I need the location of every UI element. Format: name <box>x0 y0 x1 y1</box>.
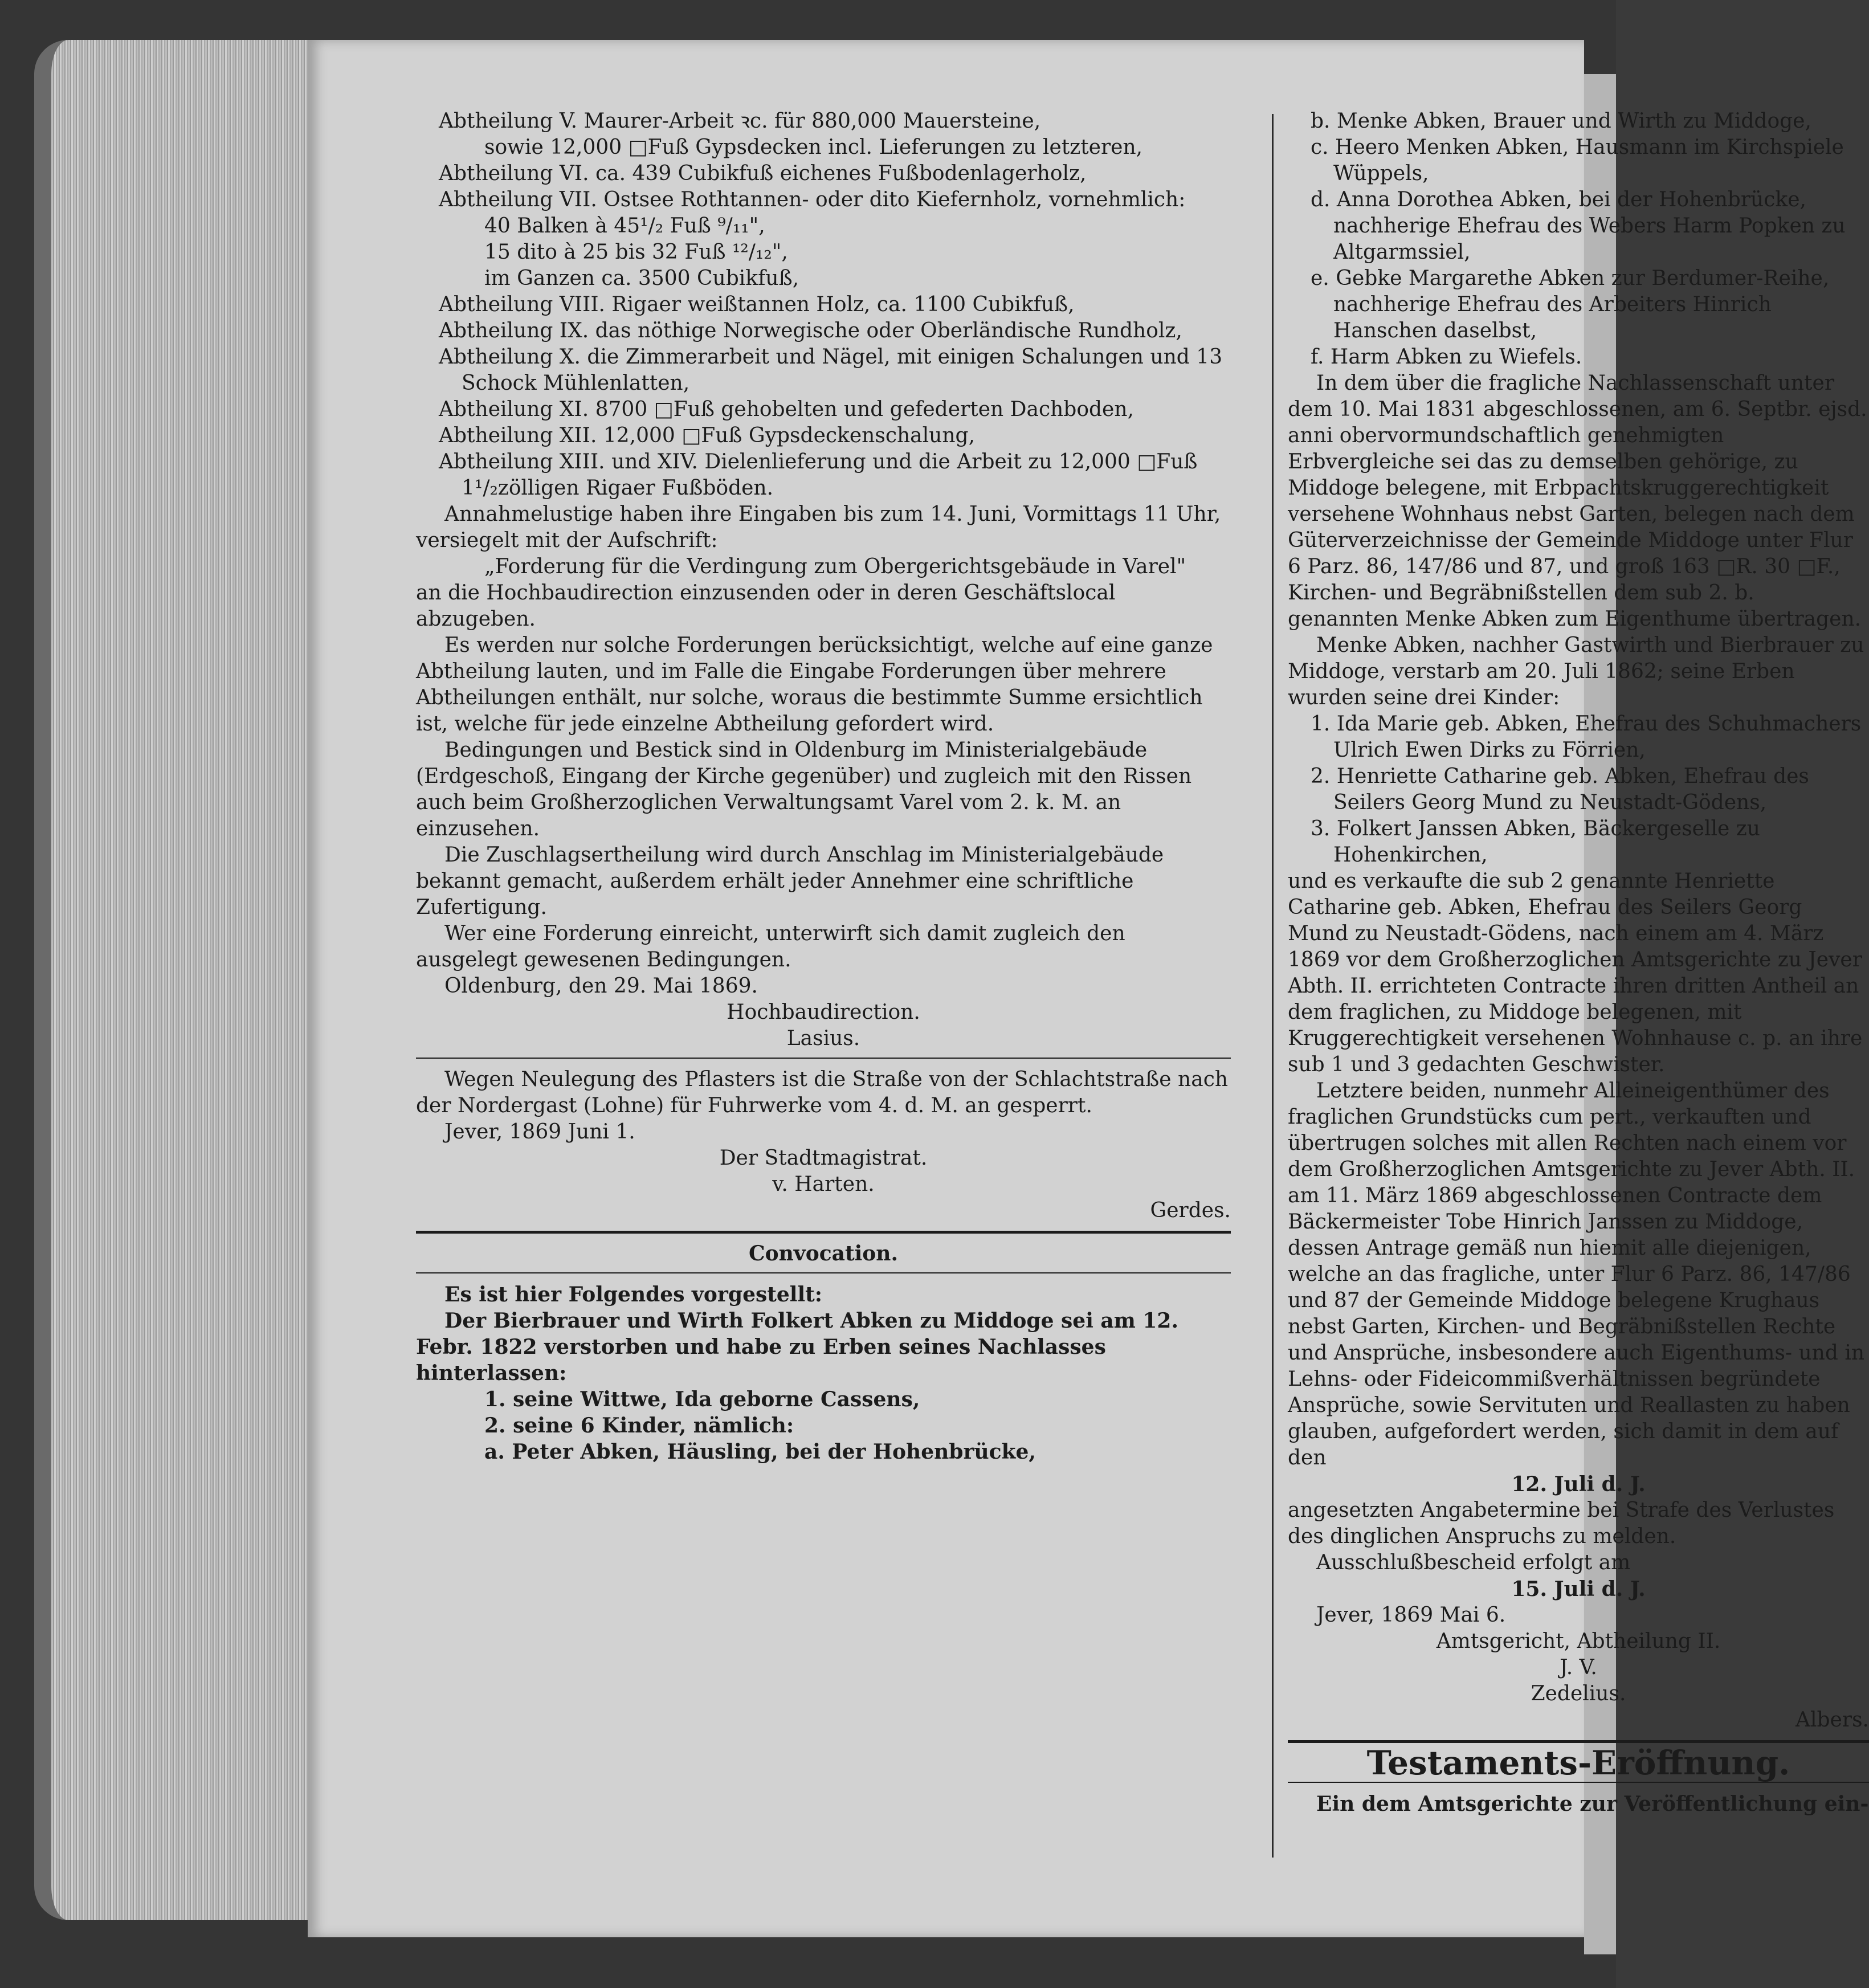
heir-line: d. Anna Dorothea Abken, bei der Hohenbrücke, nachherige Ehefrau des Webers Harm Popken zu Altgarmssiel, <box>1311 188 1846 264</box>
tender-line: Abtheilung X. die Zimmerarbeit und Nägel, mit einigen Schalungen und 13 Schock Mühlenlatten, <box>439 345 1223 395</box>
testament-text: Ein dem Amtsgerichte zur Veröffentlichung ein- <box>1316 1792 1869 1816</box>
tender-line: 15 dito à 25 bis 32 Fuß ¹²/₁₂", <box>484 240 788 264</box>
tender-line: 40 Balken à 45¹/₂ Fuß ⁹/₁₁", <box>484 214 765 238</box>
child-line: 2. Henriette Catharine geb. Abken, Ehefrau des Seilers Georg Mund zu Neustadt-Gödens, <box>1311 765 1809 814</box>
tender-line: Abtheilung XI. 8700 □Fuß gehobelten und gefederten Dachboden, <box>439 398 1134 421</box>
paving-signature-1: v. Harten. <box>772 1173 875 1196</box>
tender-list <box>416 108 1231 501</box>
tender-line: Abtheilung V. Maurer-Arbeit ꝛc. für 880,000 Mauersteine, <box>439 109 1041 133</box>
court-name: Amtsgericht, Abtheilung II. <box>1436 1630 1721 1653</box>
tender-line: Abtheilung VII. Ostsee Rothtannen- oder dito Kiefernholz, vornehmlich: <box>439 188 1186 211</box>
signature-1: Zedelius. <box>1531 1682 1626 1705</box>
heir-line: c. Heero Menken Abken, Hausmann im Kirchspiele Wüppels, <box>1311 136 1844 185</box>
submit-paragraph: Wer eine Forderung einreicht, unterwirft sich damit zugleich den ausgelegt gewesenen Bedingungen. <box>416 922 1125 971</box>
convocation-text: Der Bierbrauer und Wirth Folkert Abken zu Middoge sei am 12. Febr. 1822 verstorben und habe zu Erben seines Nachlasses hinterlassen: <box>416 1309 1178 1385</box>
paragraph-3: und es verkaufte die sub 2 genannte Henriette Catharine geb. Abken, Ehefrau des Seilers Georg Mund zu Neustadt-Gödens, nach einem am 4. März 1869 vor dem Großherzoglichen Amtsgerichte zu Jever Abth. II. errichteten Contracte ihren dritten Antheil an dem fraglichen, zu Middoge belegenen, mit Kruggerechtigkeit versehenen Wohnhause c. p. an ihre sub 1 und 3 gedachten Geschwister. <box>1288 870 1863 1076</box>
submission-text-2: an die Hochbaudirection einzusenden oder in deren Geschäftslocal abzugeben. <box>416 581 1116 631</box>
submission-text: Annahmelustige haben ihre Eingaben bis zum 14. Juni, Vormittags 11 Uhr, versiegelt mit der Aufschrift: <box>416 503 1221 552</box>
heir-line: 2. seine 6 Kinder, nämlich: <box>484 1414 794 1438</box>
tender-line: Abtheilung VIII. Rigaer weißtannen Holz, ca. 1100 Cubikfuß, <box>439 293 1075 316</box>
term-date-2: 15. Juli d. J. <box>1511 1577 1646 1601</box>
exclusion-notice: Ausschlußbescheid erfolgt am <box>1316 1551 1631 1574</box>
tender-line: Abtheilung VI. ca. 439 Cubikfuß eichenes Fußbodenlagerholz, <box>439 162 1087 185</box>
heir-line: 1. seine Wittwe, Ida geborne Cassens, <box>484 1387 920 1411</box>
viewing-paragraph: Bedingungen und Bestick sind in Oldenburg im Ministerialgebäude (Erdgeschoß, Eingang der Kirche gegenüber) und zugleich mit den Rissen auch beim Großherzoglichen Verwaltungsamt Varel vom 2. k. M. an einzusehen. <box>416 738 1192 840</box>
tender-line: sowie 12,000 □Fuß Gypsdecken incl. Lieferungen zu letzteren, <box>484 136 1143 159</box>
paving-signature-2: Gerdes. <box>1150 1199 1231 1222</box>
child-line: 3. Folkert Janssen Abken, Bäckergeselle zu Hohenkirchen, <box>1311 817 1760 867</box>
inscription: „Forderung für die Verdingung zum Obergerichtsgebäude in Varel" <box>484 555 1186 578</box>
place-date: Oldenburg, den 29. Mai 1869. <box>444 974 758 998</box>
place-date: Jever, 1869 Mai 6. <box>1316 1603 1506 1627</box>
term-date-1: 12. Juli d. J. <box>1511 1472 1646 1496</box>
left-column <box>416 108 1231 1465</box>
tender-line: im Ganzen ca. 3500 Cubikfuß, <box>484 267 799 290</box>
signature: Lasius. <box>786 1027 860 1050</box>
heir-line: f. Harm Abken zu Wiefels. <box>1311 345 1582 369</box>
paragraph-4: Letztere beiden, nunmehr Alleineigenthümer des fraglichen Grundstücks cum pert., verkauften und übertrugen solches mit allen Rechten nach einem vor dem Großherzoglichen Amtsgerichte zu Jever Abth. II. am 11. März 1869 abgeschlossenen Contracte dem Bäckermeister Tobe Hinrich Janssen zu Middoge, dessen Antrage gemäß nun hiemit alle diejenigen, welche an das fragliche, unter Flur 6 Parz. 86, 147/86 und 87 der Gemeinde Middoge belegene Krughaus nebst Garten, Kirchen- und Begräbnißstellen Rechte und Ansprüche, insbesondere auch Eigenthums- und in Lehns- oder Fideicommißverhältnissen begründete Ansprüche, sowie Servituten und Reallasten zu haben glauben, aufgefordert werden, sich damit in dem auf den <box>1288 1079 1865 1469</box>
authority: Hochbaudirection. <box>727 1001 920 1024</box>
in-representation: J. V. <box>1560 1656 1597 1679</box>
award-paragraph: Die Zuschlagsertheilung wird durch Anschlag im Ministerialgebäude bekannt gemacht, außerdem erhält jeder Annehmer eine schriftliche Zufertigung. <box>416 843 1164 919</box>
paragraph-1: In dem über die fragliche Nachlassenschaft unter dem 10. Mai 1831 abgeschlossenen, am 6. Septbr. ejsd. anni obervormundschaftlich genehmigten Erbvergleiche sei das zu demselben gehörige, zu Middoge belegene, mit Erbpachtskruggerechtigkeit versehene Wohnhaus nebst Garten, belegen nach dem Güterverzeichnisse der Gemeinde Middoge unter Flur 6 Parz. 86, 147/86 und 87, und groß 163 □R. 30 □F., Kirchen- und Begräbnißstellen dem sub 2. b. genannten Menke Abken zum Eigenthume übertragen. <box>1288 372 1867 631</box>
right-column-body <box>1288 108 1869 1817</box>
divider <box>416 1272 1231 1273</box>
paving-place-date: Jever, 1869 Juni 1. <box>444 1120 635 1144</box>
tender-line: Abtheilung XIII. und XIV. Dielenlieferung und die Arbeit zu 12,000 □Fuß 1¹/₂zölligen Rigaer Fußböden. <box>439 450 1198 500</box>
paragraph-2: Menke Abken, nachher Gastwirth und Bierbrauer zu Middoge, verstarb am 20. Juli 1862; seine Erben wurden seine drei Kinder: <box>1288 634 1864 709</box>
signature-2: Albers. <box>1795 1708 1869 1732</box>
section-rule <box>416 1231 1231 1234</box>
convocation-intro: Es ist hier Folgendes vorgestellt: <box>444 1283 823 1307</box>
tender-line: Abtheilung XII. 12,000 □Fuß Gypsdeckenschalung, <box>439 424 976 447</box>
convocation-title: Convocation. <box>748 1242 899 1266</box>
book-page-stack <box>34 40 325 1920</box>
paving-authority: Der Stadtmagistrat. <box>719 1146 928 1170</box>
section-rule <box>1288 1740 1869 1743</box>
paragraph-5: angesetzten Angabetermine bei Strafe des Verlustes des dinglichen Anspruchs zu melden. <box>1288 1499 1835 1548</box>
heir-line: a. Peter Abken, Häusling, bei der Hohenbrücke, <box>484 1440 1036 1464</box>
child-line: 1. Ida Marie geb. Abken, Ehefrau des Schuhmachers Ulrich Ewen Dirks zu Förrien, <box>1311 712 1862 762</box>
newspaper-page <box>308 40 1869 1937</box>
testament-title: Testaments-Eröffnung. <box>1366 1744 1790 1782</box>
divider <box>416 1058 1231 1059</box>
heir-line: e. Gebke Margarethe Abken zur Berdumer-Reihe, nachherige Ehefrau des Arbeiters Hinrich Hanschen daselbst, <box>1311 267 1830 342</box>
tender-line: Abtheilung IX. das nöthige Norwegische oder Oberländische Rundholz, <box>439 319 1182 342</box>
paving-notice: Wegen Neulegung des Pflasters ist die Straße von der Schlachtstraße nach der Nordergast (Lohne) für Fuhrwerke vom 4. d. M. an gesperrt. <box>416 1068 1229 1117</box>
heir-line: b. Menke Abken, Brauer und Wirth zu Middoge, <box>1311 109 1811 133</box>
conditions-paragraph: Es werden nur solche Forderungen berücksichtigt, welche auf eine ganze Abtheilung lauten, und im Falle die Eingabe Forderungen über mehrere Abtheilungen enthält, nur solche, woraus die bestimmte Summe ersichtlich ist, welche für jede einzelne Abtheilung gefordert wird. <box>416 634 1213 736</box>
column-divider <box>1272 114 1274 1858</box>
